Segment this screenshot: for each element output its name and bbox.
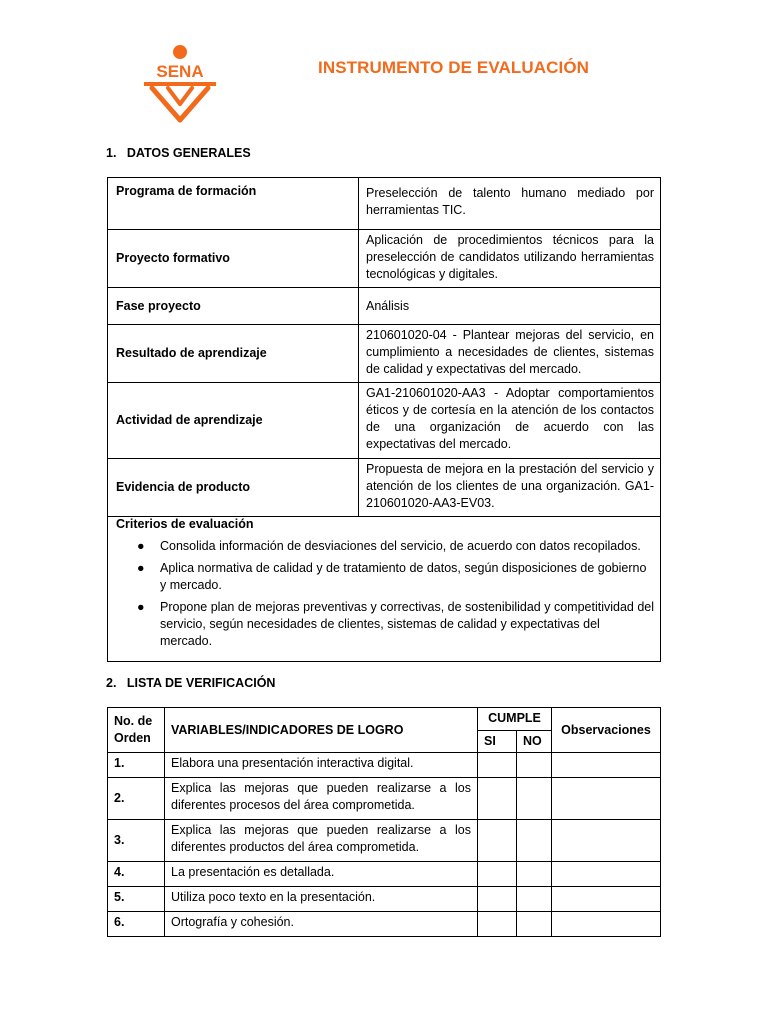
section-title-lista-verificacion: 2. LISTA DE VERIFICACIÓN — [106, 676, 276, 690]
row-label: Evidencia de producto — [108, 459, 359, 517]
general-data-table — [107, 177, 661, 662]
row-label: Resultado de aprendizaje — [108, 325, 359, 383]
row-label: Fase proyecto — [108, 288, 359, 325]
table-row — [108, 778, 661, 820]
header-no: NO — [517, 731, 552, 753]
table-row — [108, 912, 661, 937]
row-value: 210601020-04 - Plantear mejoras del servicio, en cumplimiento a necesidades de clientes, sistemas de calidad y expectativas del mercado. — [359, 325, 661, 383]
row-number: 2. — [108, 778, 165, 820]
header-variables: VARIABLES/INDICADORES DE LOGRO — [165, 708, 478, 753]
si-cell[interactable] — [478, 820, 517, 862]
table-row — [108, 862, 661, 887]
logo-head — [173, 45, 187, 59]
row-label: Programa de formación — [108, 178, 359, 230]
no-cell[interactable] — [517, 887, 552, 912]
table-row — [108, 383, 661, 459]
row-text: Utiliza poco texto en la presentación. — [165, 887, 478, 912]
table-row — [108, 230, 661, 288]
bullet-icon: ● — [137, 600, 145, 614]
no-cell[interactable] — [517, 820, 552, 862]
si-cell[interactable] — [478, 778, 517, 820]
si-cell[interactable] — [478, 862, 517, 887]
table-row — [108, 887, 661, 912]
table-row — [108, 820, 661, 862]
no-cell[interactable] — [517, 862, 552, 887]
document-title: INSTRUMENTO DE EVALUACIÓN — [318, 58, 590, 77]
row-text: Ortografía y cohesión. — [165, 912, 478, 937]
logo-text: SENA — [156, 62, 204, 81]
criteria-list — [116, 538, 654, 650]
criteria-cell — [108, 517, 661, 662]
row-number: 1. — [108, 753, 165, 778]
table-row — [108, 753, 661, 778]
row-text: Elabora una presentación interactiva digital. — [165, 753, 478, 778]
list-item — [116, 560, 654, 594]
checklist-table — [107, 707, 661, 937]
no-cell[interactable] — [517, 753, 552, 778]
no-cell[interactable] — [517, 912, 552, 937]
row-label: Proyecto formativo — [108, 230, 359, 288]
row-number: 6. — [108, 912, 165, 937]
row-value: GA1-210601020-AA3 - Adoptar comportamientos éticos y de cortesía en la atención de los contactos de una organización de acuerdo con las expectativas del mercado. — [359, 383, 661, 459]
header-order: No. de Orden — [108, 708, 165, 753]
si-cell[interactable] — [478, 912, 517, 937]
observations-cell[interactable] — [552, 887, 661, 912]
table-row — [108, 459, 661, 517]
list-item — [116, 538, 654, 555]
row-number: 3. — [108, 820, 165, 862]
header-cumple: CUMPLE — [478, 708, 552, 731]
observations-cell[interactable] — [552, 778, 661, 820]
si-cell[interactable] — [478, 887, 517, 912]
observations-cell[interactable] — [552, 862, 661, 887]
observations-cell[interactable] — [552, 753, 661, 778]
row-number: 5. — [108, 887, 165, 912]
si-cell[interactable] — [478, 753, 517, 778]
header-observations: Observaciones — [552, 708, 661, 753]
bullet-icon: ● — [137, 561, 145, 575]
row-text: La presentación es detallada. — [165, 862, 478, 887]
row-value: Análisis — [359, 288, 661, 325]
criterion-text: Propone plan de mejoras preventivas y correctivas, de sostenibilidad y competitividad del servicio, según necesidades de clientes, sistemas de calidad y expectativas del mercado. — [160, 600, 655, 648]
list-item — [116, 599, 654, 650]
criterion-text: Consolida información de desviaciones del servicio, de acuerdo con datos recopilados. — [160, 539, 641, 553]
criterion-text: Aplica normativa de calidad y de tratamiento de datos, según disposiciones de gobierno y mercado. — [160, 561, 647, 592]
sena-logo — [138, 44, 222, 124]
row-value: Propuesta de mejora en la prestación del servicio y atención de los clientes de una organización. GA1-210601020-AA3-EV03. — [359, 459, 661, 517]
header-si: SI — [478, 731, 517, 753]
observations-cell[interactable] — [552, 820, 661, 862]
row-text: Explica las mejoras que pueden realizarse a los diferentes procesos del área comprometida. — [165, 778, 478, 820]
section-title-datos-generales: 1. DATOS GENERALES — [106, 146, 251, 160]
criteria-row — [108, 517, 661, 662]
no-cell[interactable] — [517, 778, 552, 820]
table-row — [108, 288, 661, 325]
row-value: Preselección de talento humano mediado por herramientas TIC. — [359, 178, 661, 230]
row-value: Aplicación de procedimientos técnicos para la preselección de candidatos utilizando herramientas tecnológicas y digitales. — [359, 230, 661, 288]
table-row — [108, 178, 661, 230]
bullet-icon: ● — [137, 539, 145, 553]
row-text: Explica las mejoras que pueden realizarse a los diferentes productos del área comprometida. — [165, 820, 478, 862]
table-header-row — [108, 708, 661, 731]
observations-cell[interactable] — [552, 912, 661, 937]
row-label: Actividad de aprendizaje — [108, 383, 359, 459]
table-row — [108, 325, 661, 383]
criteria-title: Criterios de evaluación — [116, 517, 254, 531]
row-number: 4. — [108, 862, 165, 887]
